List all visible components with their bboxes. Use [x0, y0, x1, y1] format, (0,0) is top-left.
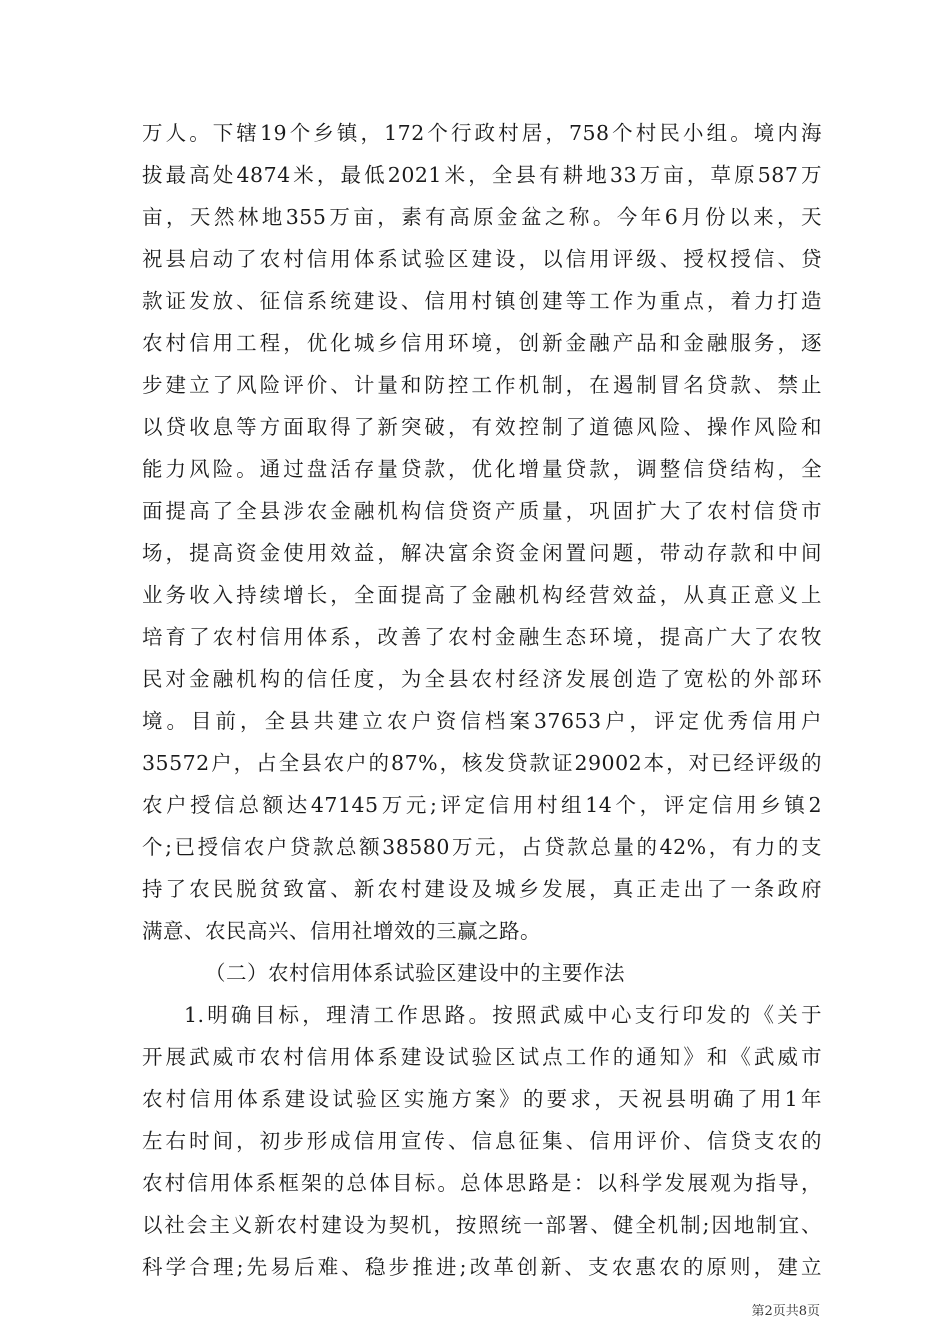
- body-line: 35572户，占全县农户的87%，核发贷款证29002本，对已经评级的: [142, 751, 822, 775]
- body-line: 1.明确目标，理清工作思路。按照武威中心支行印发的《关于: [184, 1003, 822, 1027]
- body-line: 个;已授信农户贷款总额38580万元，占贷款总量的42%，有力的支: [142, 835, 822, 859]
- body-line: 农村信用体系框架的总体目标。总体思路是：以科学发展观为指导，: [142, 1171, 822, 1195]
- body-line: 场，提高资金使用效益，解决富余资金闲置问题，带动存款和中间: [142, 541, 822, 565]
- body-line: 开展武威市农村信用体系建设试验区试点工作的通知》和《武威市: [142, 1045, 822, 1069]
- body-line: 民对金融机构的信任度，为全县农村经济发展创造了宽松的外部环: [142, 667, 822, 691]
- body-line: 亩，天然林地355万亩，素有高原金盆之称。今年6月份以来，天: [142, 205, 822, 229]
- body-line: 业务收入持续增长，全面提高了金融机构经营效益，从真正意义上: [142, 583, 822, 607]
- body-line: 拔最高处4874米，最低2021米，全县有耕地33万亩，草原587万: [142, 163, 822, 187]
- body-line: 持了农民脱贫致富、新农村建设及城乡发展，真正走出了一条政府: [142, 877, 822, 901]
- body-line: 培育了农村信用体系，改善了农村金融生态环境，提高广大了农牧: [142, 625, 822, 649]
- page-number: 第2页共8页: [751, 1304, 820, 1319]
- body-line: 款证发放、征信系统建设、信用村镇创建等工作为重点，着力打造: [142, 289, 822, 313]
- body-line: 以贷收息等方面取得了新突破，有效控制了道德风险、操作风险和: [142, 415, 822, 439]
- body-line: 左右时间，初步形成信用宣传、信息征集、信用评价、信贷支农的: [142, 1129, 822, 1153]
- body-line: 农村信用体系建设试验区实施方案》的要求，天祝县明确了用1年: [142, 1087, 822, 1111]
- body-line: 农户授信总额达47145万元;评定信用村组14个，评定信用乡镇2: [142, 793, 822, 817]
- body-line: 以社会主义新农村建设为契机，按照统一部署、健全机制;因地制宜、: [142, 1213, 822, 1237]
- body-line: 满意、农民高兴、信用社增效的三赢之路。: [142, 919, 541, 943]
- body-line: 农村信用工程，优化城乡信用环境，创新金融产品和金融服务，逐: [142, 331, 822, 355]
- body-line: 境。目前，全县共建立农户资信档案37653户，评定优秀信用户: [142, 709, 822, 733]
- body-line: 能力风险。通过盘活存量贷款，优化增量贷款，调整信贷结构，全: [142, 457, 822, 481]
- body-line: 步建立了风险评价、计量和防控工作机制，在遏制冒名贷款、禁止: [142, 373, 822, 397]
- body-line: 祝县启动了农村信用体系试验区建设，以信用评级、授权授信、贷: [142, 247, 822, 271]
- body-line: 万人。下辖19个乡镇，172个行政村居，758个村民小组。境内海: [142, 121, 822, 145]
- section-heading: （二）农村信用体系试验区建设中的主要作法: [205, 961, 625, 985]
- body-line: 面提高了全县涉农金融机构信贷资产质量，巩固扩大了农村信贷市: [142, 499, 822, 523]
- body-line: 科学合理;先易后难、稳步推进;改革创新、支农惠农的原则，建立: [142, 1255, 822, 1279]
